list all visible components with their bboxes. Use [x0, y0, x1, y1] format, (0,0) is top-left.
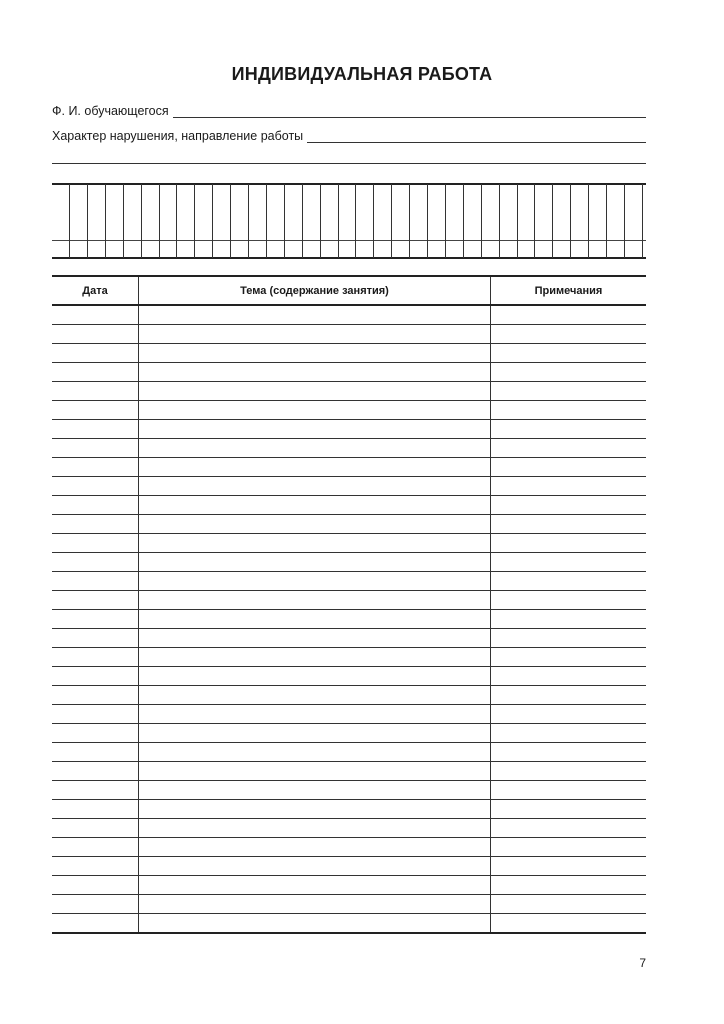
table-cell [52, 686, 139, 705]
student-name-line [173, 105, 646, 118]
table-cell [52, 439, 139, 458]
table-cell [52, 648, 139, 667]
table-cell [139, 895, 491, 914]
table-cell [491, 344, 647, 363]
table-cell [491, 553, 647, 572]
page-title: ИНДИВИДУАЛЬНАЯ РАБОТА [231, 64, 493, 84]
grid-column-line [320, 184, 321, 258]
table-row [52, 743, 646, 762]
table-cell [139, 838, 491, 857]
grid-column-line [642, 184, 643, 258]
table-row [52, 515, 646, 534]
table-cell [139, 382, 491, 401]
table-cell [52, 363, 139, 382]
table-cell [139, 705, 491, 724]
grid-column-line [87, 184, 88, 258]
table-cell [139, 458, 491, 477]
grid-column-line [445, 184, 446, 258]
table-cell [491, 895, 647, 914]
grid-column-line [176, 184, 177, 258]
table-cell [139, 667, 491, 686]
student-name-label: Ф. И. обучающегося [52, 104, 169, 118]
header-topic: Тема (содержание занятия) [139, 276, 491, 305]
table-cell [139, 857, 491, 876]
table-cell [52, 876, 139, 895]
table-cell [52, 610, 139, 629]
table-cell [491, 534, 647, 553]
table-cell [52, 591, 139, 610]
grid-column-line [624, 184, 625, 258]
table-cell [52, 458, 139, 477]
table-cell [491, 914, 647, 934]
table-row [52, 762, 646, 781]
table-cell [52, 781, 139, 800]
table-cell [139, 496, 491, 515]
table-cell [52, 857, 139, 876]
table-row [52, 363, 646, 382]
table-cell [139, 724, 491, 743]
table-row [52, 344, 646, 363]
table-row [52, 325, 646, 344]
table-row [52, 439, 646, 458]
table-cell [52, 496, 139, 515]
table-cell [491, 591, 647, 610]
table-cell [491, 572, 647, 591]
table-cell [52, 800, 139, 819]
grid-column-line [284, 184, 285, 258]
table-cell [52, 572, 139, 591]
grid-column-line [230, 184, 231, 258]
grid-column-line [463, 184, 464, 258]
grid-column-line [606, 184, 607, 258]
attendance-grid-columns [52, 184, 646, 258]
table-cell [52, 477, 139, 496]
table-cell [491, 876, 647, 895]
table-cell [491, 648, 647, 667]
table-row [52, 819, 646, 838]
table-cell [139, 762, 491, 781]
table-cell [139, 876, 491, 895]
table-cell [491, 458, 647, 477]
table-body [52, 305, 646, 933]
table-row [52, 781, 646, 800]
table-cell [52, 819, 139, 838]
table-row [52, 648, 646, 667]
table-cell [491, 762, 647, 781]
table-row [52, 420, 646, 439]
table-cell [52, 344, 139, 363]
grid-column-line [427, 184, 428, 258]
table-cell [52, 553, 139, 572]
table-cell [491, 477, 647, 496]
table-cell [52, 743, 139, 762]
table-row [52, 895, 646, 914]
table-cell [139, 781, 491, 800]
header-notes: Примечания [491, 276, 647, 305]
table-cell [139, 610, 491, 629]
table-cell [52, 305, 139, 325]
grid-column-line [517, 184, 518, 258]
table-cell [491, 305, 647, 325]
table-cell [52, 382, 139, 401]
grid-column-line [141, 184, 142, 258]
grid-column-line [248, 184, 249, 258]
table-row [52, 800, 646, 819]
table-cell [139, 819, 491, 838]
table-row [52, 629, 646, 648]
grid-column-line [338, 184, 339, 258]
table-cell [139, 420, 491, 439]
table-cell [52, 838, 139, 857]
table-cell [139, 914, 491, 934]
grid-column-line [123, 184, 124, 258]
table-row [52, 401, 646, 420]
grid-column-line [570, 184, 571, 258]
table-row [52, 838, 646, 857]
continuation-line [52, 163, 646, 164]
table-cell [139, 439, 491, 458]
table-cell [139, 363, 491, 382]
table-cell [52, 534, 139, 553]
grid-column-line [194, 184, 195, 258]
table-cell [491, 420, 647, 439]
grid-column-line [105, 184, 106, 258]
table-cell [52, 401, 139, 420]
grid-column-line [69, 184, 70, 258]
table-cell [491, 819, 647, 838]
table-row [52, 876, 646, 895]
table-row [52, 724, 646, 743]
table-cell [491, 363, 647, 382]
table-cell [491, 515, 647, 534]
table-row [52, 496, 646, 515]
grid-column-line [588, 184, 589, 258]
table-cell [139, 344, 491, 363]
table-row [52, 686, 646, 705]
grid-column-line [373, 184, 374, 258]
grid-column-line [409, 184, 410, 258]
table-row [52, 382, 646, 401]
table-row [52, 667, 646, 686]
violation-label: Характер нарушения, направление работы [52, 129, 304, 143]
table-cell [52, 762, 139, 781]
table-cell [139, 477, 491, 496]
grid-column-line [355, 184, 356, 258]
grid-column-line [302, 184, 303, 258]
table-row [52, 914, 646, 934]
table-cell [139, 305, 491, 325]
grid-column-line [391, 184, 392, 258]
table-cell [139, 686, 491, 705]
grid-column-line [534, 184, 535, 258]
table-cell [139, 591, 491, 610]
table-cell [491, 401, 647, 420]
table-cell [491, 382, 647, 401]
table-cell [139, 572, 491, 591]
table-cell [52, 705, 139, 724]
table-row [52, 305, 646, 325]
grid-column-line [481, 184, 482, 258]
table-cell [139, 743, 491, 762]
table-cell [139, 629, 491, 648]
table-row [52, 572, 646, 591]
table-cell [139, 553, 491, 572]
table-cell [52, 515, 139, 534]
table-cell [139, 648, 491, 667]
table-cell [139, 325, 491, 344]
grid-column-line [266, 184, 267, 258]
table-cell [491, 705, 647, 724]
table-cell [139, 534, 491, 553]
table-cell [52, 420, 139, 439]
table-row [52, 610, 646, 629]
table-cell [52, 895, 139, 914]
table-cell [139, 515, 491, 534]
table-cell [52, 325, 139, 344]
table-cell [491, 800, 647, 819]
table-cell [139, 401, 491, 420]
student-name-field [52, 98, 646, 118]
violation-line [307, 130, 646, 143]
table-cell [491, 629, 647, 648]
table-cell [491, 496, 647, 515]
table-row [52, 458, 646, 477]
table-cell [52, 667, 139, 686]
table-cell [139, 800, 491, 819]
grid-column-line [212, 184, 213, 258]
grid-column-line [159, 184, 160, 258]
table-cell [491, 838, 647, 857]
table-row [52, 591, 646, 610]
table-row [52, 705, 646, 724]
table-row [52, 857, 646, 876]
table-cell [52, 724, 139, 743]
violation-field [52, 123, 646, 143]
table-header-row [52, 276, 646, 305]
page-number: 7 [639, 956, 646, 970]
table-cell [491, 667, 647, 686]
header-date: Дата [52, 276, 139, 305]
table-row [52, 553, 646, 572]
table-cell [491, 610, 647, 629]
table-cell [491, 439, 647, 458]
grid-column-line [499, 184, 500, 258]
table-row [52, 534, 646, 553]
table-cell [52, 629, 139, 648]
table-cell [491, 857, 647, 876]
table-row [52, 477, 646, 496]
table-cell [491, 743, 647, 762]
table-cell [491, 724, 647, 743]
grid-column-line [552, 184, 553, 258]
table-cell [52, 914, 139, 934]
work-log-table [52, 275, 646, 934]
table-cell [491, 325, 647, 344]
table-cell [491, 686, 647, 705]
table-cell [491, 781, 647, 800]
